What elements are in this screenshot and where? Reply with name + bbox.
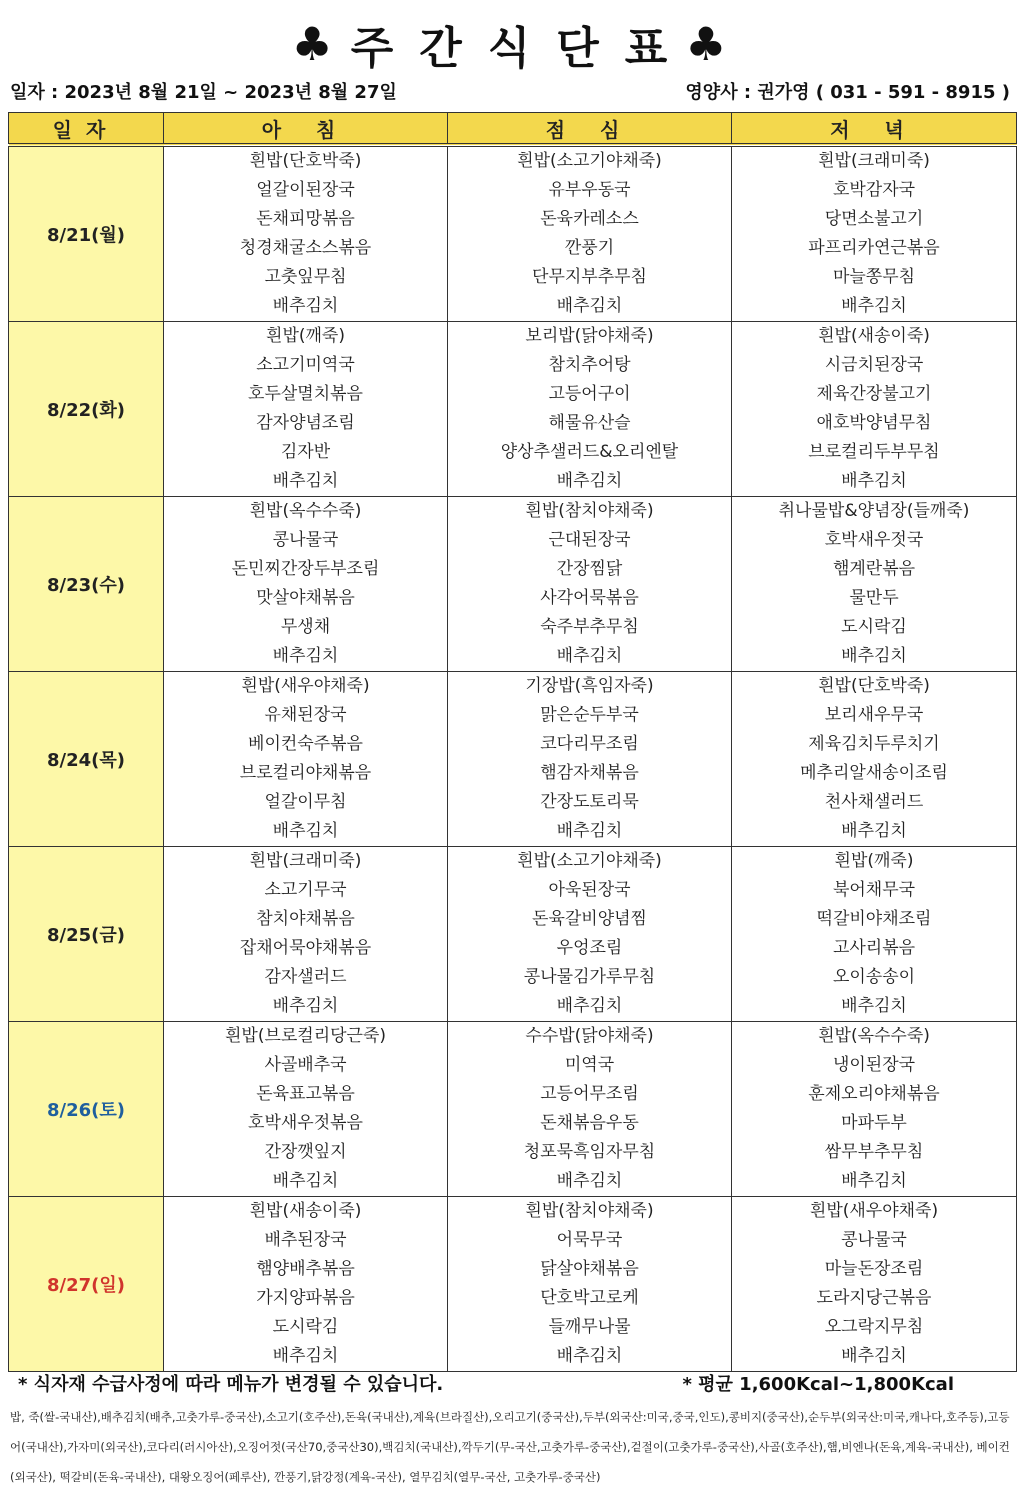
menu-item: 흰밥(깨죽) [266,326,345,346]
menu-item: 배추김치 [272,1346,339,1366]
menu-item: 감자샐러드 [264,967,347,987]
menu-item: 흰밥(크래미죽) [818,151,930,171]
menu-item: 얼갈이된장국 [256,180,355,200]
club-icon: ♣ [685,17,733,71]
menu-item: 사골배추국 [264,1055,347,1075]
menu-item: 닭살야채볶음 [540,1259,639,1279]
menu-item: 마늘돈장조림 [824,1259,924,1279]
menu-item: 깐풍기 [564,238,615,258]
menu-item: 고춧잎무침 [264,267,347,287]
menu-item: 근대된장국 [548,530,631,550]
menu-item: 제육김치두루치기 [808,734,940,754]
menu-item: 돈민찌간장두부조림 [231,559,380,579]
origin-info: 밥, 죽(쌀-국내산),배추김치(배추,고춧가루-중국산),소고기(호주산),돈육(국내산),계육(브라질산),오리고기(중국산),두부(외국산:미국,중국,인도),콩비지(중국산),순두부(외국산:미국,캐나다,호주등),고등어(국내산),가자미(외국산),코다리(러시아산),오징어젓(국산70,중국산30),백김치(국내산),깍두기(무-국산,고춧가루-중국산),겉절이(고춧가루-중국산),사골(호주산),햄,비엔나(돈육,계육-국내산), 베이컨(외국산), 떡갈비(돈육-국내산), 대왕오징어(페루산), 깐풍기,닭강정(계육-국산), 열무김치(열무-국산, 고춧가루-중국산) [10,1410,1010,1484]
menu-item: 배추김치 [841,296,907,316]
menu-item: 잡채어묵야채볶음 [239,938,372,958]
menu-item: 흰밥(단호박죽) [818,676,930,696]
day-date: 8/26(토) [9,1022,164,1197]
menu-item: 우엉조림 [556,938,623,958]
menu-item: 시금치된장국 [824,355,924,375]
dinner-cell [732,145,1017,322]
menu-body [9,145,1017,1372]
menu-item: 맑은순두부국 [540,705,639,725]
menu-item: 가지양파볶음 [256,1288,355,1308]
menu-item: 유채된장국 [264,705,347,725]
day-date: 8/27(일) [9,1197,164,1372]
menu-item: 도라지당근볶음 [816,1288,932,1308]
menu-item: 소고기무국 [264,880,347,900]
menu-item: 마늘쫑무침 [832,267,916,287]
day-row [9,145,1017,322]
menu-item: 햄감자채볶음 [540,763,639,783]
day-row [9,497,1017,672]
menu-item: 배추김치 [841,1346,907,1366]
menu-item: 호박새우젓볶음 [248,1113,363,1133]
menu-item: 마파두부 [841,1113,907,1133]
menu-item: 흰밥(새우야채죽) [241,676,370,696]
menu-item: 호박새우젓국 [824,530,924,550]
lunch-cell [448,1022,732,1197]
menu-item: 수수밥(닭야채죽) [525,1026,654,1046]
menu-item: 배추김치 [272,296,339,316]
table-header-row [9,113,1017,146]
page-title [0,14,1024,74]
menu-item: 흰밥(참치야채죽) [525,501,654,521]
weekly-menu-table [8,112,1017,1372]
average-calories: * 평균 1,600Kcal~1,800Kcal [682,1374,954,1395]
menu-item: 취나물밥&양념장(들깨죽) [778,501,970,521]
menu-item: 흰밥(옥수수죽) [249,501,362,521]
dinner-cell [732,1022,1017,1197]
lunch-cell [448,672,732,847]
menu-item: 흰밥(소고기야채죽) [517,851,662,871]
menu-item: 배추김치 [841,646,907,666]
dinner-cell [732,672,1017,847]
column-header-lunch: 점 심 [448,113,732,146]
menu-item: 배추김치 [556,471,623,491]
day-row [9,847,1017,1022]
menu-item: 브로컬리두부무침 [808,442,940,462]
menu-item: 유부우동국 [548,180,631,200]
menu-item: 배추김치 [556,996,623,1016]
menu-item: 돈육표고볶음 [256,1084,355,1104]
menu-item: 흰밥(소고기야채죽) [517,151,662,171]
menu-item: 북어채무국 [832,880,916,900]
menu-item: 흰밥(새송이죽) [249,1201,362,1221]
menu-item: 단호박고로케 [540,1288,639,1308]
menu-item: 콩나물국 [841,1230,907,1250]
lunch-cell [448,145,732,322]
change-notice: * 식자재 수급사정에 따라 메뉴가 변경될 수 있습니다. [18,1374,444,1395]
dinner-cell [732,497,1017,672]
column-header-dinner: 저 녁 [732,113,1017,146]
day-date: 8/24(목) [9,672,164,847]
menu-item: 간장도토리묵 [540,792,639,812]
menu-item: 간장깻잎지 [264,1142,347,1162]
menu-item: 돈육카레소스 [540,209,639,229]
menu-item: 천사채샐러드 [824,792,924,812]
menu-item: 배추된장국 [264,1230,347,1250]
menu-item: 미역국 [564,1055,615,1075]
menu-item: 배추김치 [556,1171,623,1191]
menu-item: 얼갈이무침 [264,792,347,812]
menu-item: 배추김치 [272,471,339,491]
menu-item: 배추김치 [272,1171,339,1191]
menu-item: 배추김치 [841,996,907,1016]
menu-item: 아욱된장국 [548,880,631,900]
breakfast-cell [164,497,448,672]
menu-item: 브로컬리야채볶음 [239,763,372,783]
dietitian-info: 영양사 : 권가영 ( 031 - 591 - 8915 ) [685,82,1010,103]
menu-item: 쌈무부추무침 [824,1142,924,1162]
menu-item: 베이컨숙주볶음 [248,734,363,754]
dinner-cell [732,1197,1017,1372]
menu-item: 맛살야채볶음 [256,588,355,608]
menu-item: 당면소불고기 [824,209,924,229]
menu-item: 배추김치 [841,821,907,841]
menu-item: 흰밥(옥수수죽) [818,1026,930,1046]
menu-item: 고등어무조림 [540,1084,639,1104]
menu-item: 오그락지무침 [824,1317,924,1337]
menu-item: 돈채볶음우동 [540,1113,639,1133]
menu-period: 일자 : 2023년 8월 21일 ~ 2023년 8월 27일 [10,82,397,103]
menu-item: 청포묵흑임자무침 [523,1142,656,1162]
day-row [9,1197,1017,1372]
menu-item: 보리새우무국 [824,705,924,725]
club-icon: ♣ [291,17,339,71]
lunch-cell [448,847,732,1022]
menu-item: 무생채 [280,617,331,637]
breakfast-cell [164,847,448,1022]
menu-item: 흰밥(참치야채죽) [525,1201,654,1221]
menu-item: 보리밥(닭야채죽) [525,326,654,346]
menu-item: 단무지부추무침 [532,267,647,287]
day-date: 8/25(금) [9,847,164,1022]
menu-item: 양상추샐러드&오리엔탈 [500,442,679,462]
menu-item: 떡갈비야채조림 [816,909,932,929]
breakfast-cell [164,1022,448,1197]
menu-item: 참치추어탕 [548,355,631,375]
menu-item: 흰밥(단호박죽) [249,151,362,171]
day-date: 8/23(수) [9,497,164,672]
menu-item: 흰밥(새송이죽) [818,326,930,346]
menu-item: 오이송송이 [832,967,916,987]
lunch-cell [448,497,732,672]
column-header-breakfast: 아 침 [164,113,448,146]
menu-item: 도시락김 [272,1317,339,1337]
menu-item: 호두살멸치볶음 [248,384,363,404]
breakfast-cell [164,672,448,847]
menu-item: 흰밥(크래미죽) [249,851,362,871]
menu-item: 들깨무나물 [548,1317,631,1337]
menu-item: 흰밥(브로컬리당근죽) [224,1026,387,1046]
menu-item: 참치야채볶음 [256,909,355,929]
menu-item: 물만두 [849,588,899,608]
day-row [9,1022,1017,1197]
day-row [9,672,1017,847]
menu-item: 배추김치 [272,646,339,666]
menu-item: 배추김치 [556,646,623,666]
menu-item: 도시락김 [841,617,907,637]
menu-item: 냉이된장국 [832,1055,916,1075]
menu-item: 간장찜닭 [556,559,623,579]
menu-item: 소고기미역국 [256,355,355,375]
breakfast-cell [164,145,448,322]
menu-item: 배추김치 [556,1346,623,1366]
menu-item: 해물유산슬 [548,413,631,433]
menu-item: 숙주부추무침 [540,617,639,637]
day-date: 8/22(화) [9,322,164,497]
menu-item: 콩나물김가루무침 [523,967,656,987]
menu-item: 파프리카연근볶음 [808,238,940,258]
menu-item: 청경채굴소스볶음 [239,238,372,258]
title-text: 주간식단표 [350,23,694,74]
menu-item: 어묵무국 [556,1230,623,1250]
menu-item: 흰밥(새우야채죽) [809,1201,939,1221]
day-date: 8/21(월) [9,145,164,322]
menu-item: 돈육갈비양념찜 [532,909,647,929]
dinner-cell [732,322,1017,497]
breakfast-cell [164,322,448,497]
menu-item: 제육간장불고기 [816,384,932,404]
menu-item: 배추김치 [841,471,907,491]
menu-item: 콩나물국 [272,530,339,550]
menu-item: 김자반 [280,442,331,462]
day-row [9,322,1017,497]
column-header-date: 일자 [9,113,164,146]
lunch-cell [448,322,732,497]
menu-item: 햄계란볶음 [832,559,916,579]
breakfast-cell [164,1197,448,1372]
lunch-cell [448,1197,732,1372]
menu-item: 배추김치 [841,1171,907,1191]
menu-item: 메추리알새송이조림 [800,763,948,783]
menu-item: 배추김치 [556,821,623,841]
menu-item: 코다리무조림 [540,734,639,754]
menu-item: 기장밥(흑임자죽) [525,676,654,696]
menu-item: 사각어묵볶음 [540,588,639,608]
menu-item: 돈채피망볶음 [256,209,355,229]
dinner-cell [732,847,1017,1022]
menu-item: 흰밥(깨죽) [834,851,914,871]
menu-item: 애호박양념무침 [816,413,932,433]
menu-item: 배추김치 [556,296,623,316]
menu-item: 햄양배추볶음 [256,1259,355,1279]
menu-item: 감자양념조림 [256,413,355,433]
menu-item: 훈제오리야채볶음 [808,1084,940,1104]
menu-item: 고사리볶음 [832,938,916,958]
menu-item: 배추김치 [272,821,339,841]
menu-item: 호박감자국 [832,180,916,200]
menu-item: 배추김치 [272,996,339,1016]
menu-item: 고등어구이 [548,384,631,404]
